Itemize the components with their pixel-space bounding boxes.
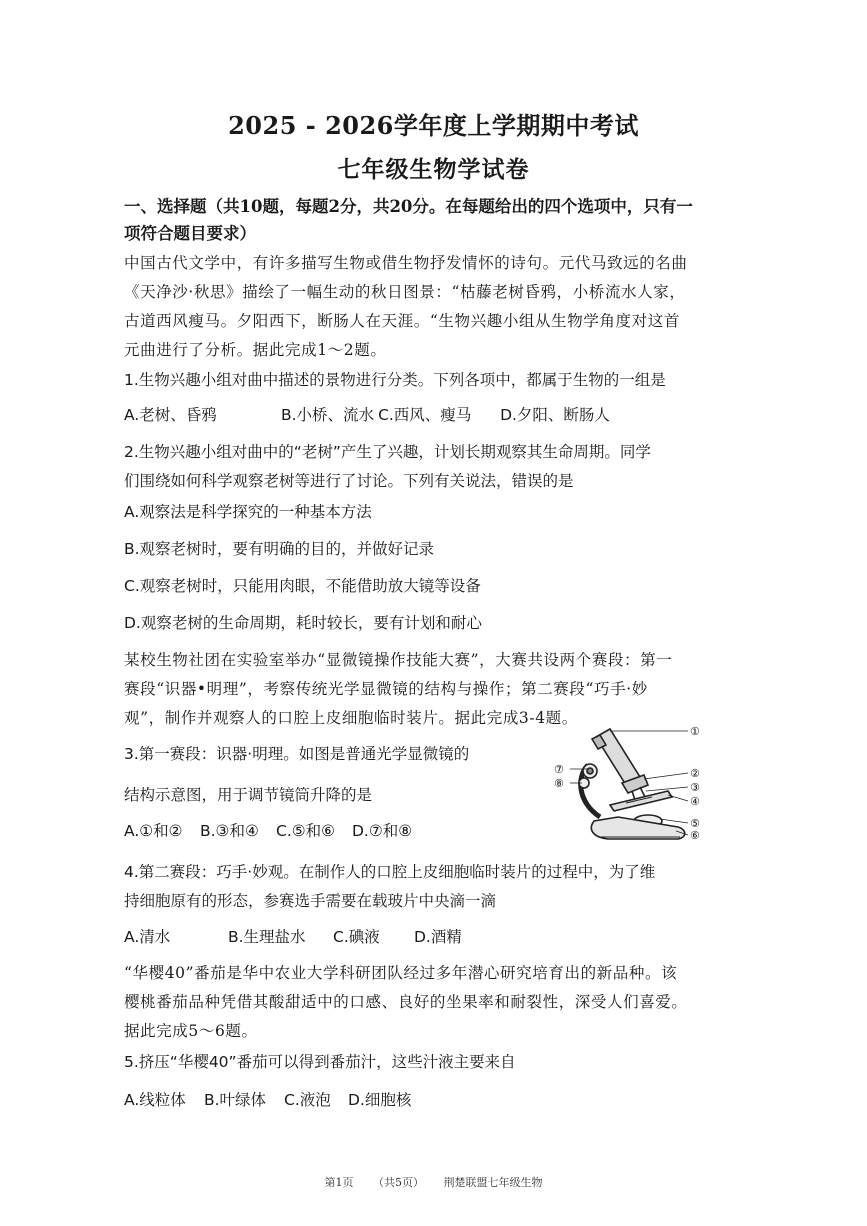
question-2-stem-line-2: 们围绕如何科学观察老树等进行了讨论。下列有关说法，错误的是 [124, 472, 574, 490]
q3-option-b[interactable]: B.③和④ [200, 822, 259, 840]
q4-option-a[interactable]: A.清水 [124, 928, 171, 946]
figure-label-6: ⑥ [690, 829, 700, 842]
footer-page-total: （共5页） [373, 1176, 424, 1189]
q1-option-b[interactable]: B.小桥、流水 [281, 406, 375, 424]
q2-option-c[interactable]: C.观察老树时，只能用肉眼，不能借助放大镜等设备 [124, 577, 481, 595]
figure-label-7: ⑦ [554, 763, 564, 776]
question-3-options [124, 819, 412, 843]
passage-3 [124, 959, 744, 1046]
passage-1-line: 古道西风瘦马。夕阳西下，断肠人在天涯。“生物兴趣小组从生物学角度对这首 [124, 312, 680, 330]
passage-1 [124, 249, 744, 365]
q4-option-d[interactable]: D.酒精 [414, 928, 462, 946]
passage-1-line: 《天净沙·秋思》描绘了一幅生动的秋日图景：“枯藤老树昏鸦，小桥流水人家， [124, 283, 686, 301]
section-heading-line-2: 项符合题目要求） [124, 224, 256, 243]
question-3-stem-line-1: 3.第一赛段：识器·明理。如图是普通光学显微镜的 [124, 745, 470, 763]
passage-3-line: 据此完成5～6题。 [124, 1022, 258, 1040]
question-2-stem [124, 438, 744, 496]
figure-label-1: ① [690, 725, 700, 738]
exam-subtitle: 七年级生物学试卷 [337, 156, 530, 183]
figure-label-3: ③ [690, 781, 700, 794]
q2-option-a[interactable]: A.观察法是科学探究的一种基本方法 [124, 503, 372, 521]
q5-option-c[interactable]: C.液泡 [284, 1091, 331, 1109]
q4-option-c[interactable]: C.碘液 [333, 928, 380, 946]
question-4-options [124, 925, 462, 949]
passage-2-line: 某校生物社团在实验室举办“显微镜操作技能大赛”，大赛共设两个赛段：第一 [124, 651, 673, 669]
question-5-stem: 5.挤压“华樱40”番茄可以得到番茄汁，这些汁液主要来自 [124, 1053, 516, 1071]
footer-source: 荆楚联盟七年级生物 [443, 1176, 543, 1189]
figure-label-4: ④ [690, 795, 700, 808]
section-heading [124, 193, 744, 247]
figure-label-5: ⑤ [690, 817, 700, 830]
q3-option-c[interactable]: C.⑤和⑥ [276, 822, 336, 840]
page-footer [0, 1174, 867, 1190]
q1-option-d[interactable]: D.夕阳、断肠人 [500, 406, 610, 424]
q1-option-a[interactable]: A.老树、昏鸦 [124, 406, 217, 424]
passage-3-line: 樱桃番茄品种凭借其酸甜适中的口感、良好的坐果率和耐裂性，深受人们喜爱。 [124, 993, 688, 1011]
footer-page-number: 第1页 [324, 1176, 354, 1189]
microscope-diagram [548, 725, 708, 845]
question-5-options [124, 1088, 411, 1112]
microscope-drawing [579, 729, 685, 839]
question-1-stem: 1.生物兴趣小组对曲中描述的景物进行分类。下列各项中，都属于生物的一组是 [124, 371, 666, 389]
passage-1-line: 中国古代文学中，有许多描写生物或借生物抒发情怀的诗句。元代马致远的名曲 [124, 254, 688, 272]
q2-option-d[interactable]: D.观察老树的生命周期，耗时较长，要有计划和耐心 [124, 614, 482, 632]
figure-label-8: ⑧ [554, 777, 564, 790]
question-3-stem-line-2: 结构示意图，用于调节镜筒升降的是 [124, 786, 373, 804]
q5-option-b[interactable]: B.叶绿体 [204, 1091, 267, 1109]
q5-option-d[interactable]: D.细胞核 [348, 1091, 412, 1109]
q3-option-a[interactable]: A.①和② [124, 822, 183, 840]
passage-3-line: “华樱40”番茄是华中农业大学科研团队经过多年潜心研究培育出的新品种。该 [124, 964, 678, 982]
passage-2-line: 观”，制作并观察人的口腔上皮细胞临时装片。据此完成3-4题。 [124, 709, 578, 727]
question-4-stem [124, 858, 744, 916]
question-2-stem-line-1: 2.生物兴趣小组对曲中的“老树”产生了兴趣，计划长期观察其生命周期。同学 [124, 443, 651, 461]
q5-option-a[interactable]: A.线粒体 [124, 1091, 186, 1109]
passage-2-line: 赛段“识器•明理”，考察传统光学显微镜的结构与操作；第二赛段“巧手·妙 [124, 680, 648, 698]
figure-label-2: ② [690, 767, 700, 780]
passage-2 [124, 646, 744, 733]
question-4-stem-line-2: 持细胞原有的形态，参赛选手需要在载玻片中央滴一滴 [124, 892, 497, 910]
q1-option-c[interactable]: C.西风、瘦马 [378, 406, 472, 424]
q4-option-b[interactable]: B.生理盐水 [228, 928, 306, 946]
section-heading-line-1: 一、选择题（共10题，每题2分，共20分。在每题给出的四个选项中，只有一 [124, 197, 693, 216]
exam-title: 2025 - 2026学年度上学期期中考试 [228, 111, 639, 140]
question-1-options [124, 403, 610, 427]
question-4-stem-line-1: 4.第二赛段：巧手·妙观。在制作人的口腔上皮细胞临时装片的过程中，为了维 [124, 863, 656, 881]
q2-option-b[interactable]: B.观察老树时，要有明确的目的，并做好记录 [124, 540, 435, 558]
q3-option-d[interactable]: D.⑦和⑧ [352, 822, 413, 840]
passage-1-line: 元曲进行了分析。据此完成1～2题。 [124, 341, 387, 359]
